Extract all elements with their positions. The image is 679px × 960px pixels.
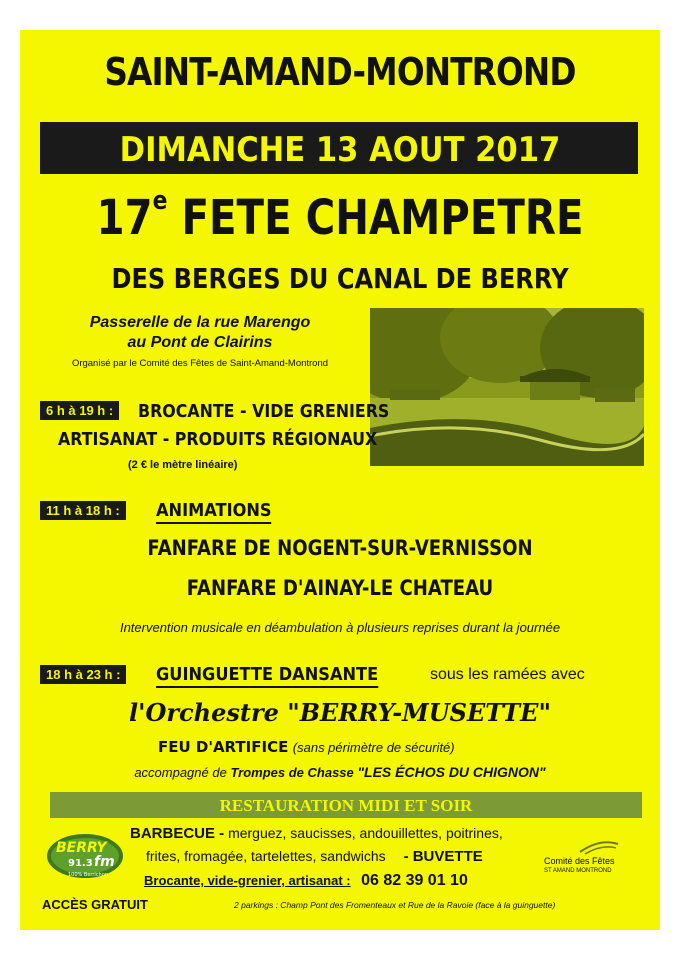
event-date: DIMANCHE 13 AOUT 2017 bbox=[119, 130, 561, 170]
orchestra-name: "BERRY-MUSETTE" bbox=[287, 698, 551, 727]
animations-label: ANIMATIONS bbox=[156, 500, 272, 524]
contact-phone: 06 82 39 01 10 bbox=[361, 872, 468, 889]
animations-note: Intervention musicale en déambulation à plusieurs reprises durant la journée bbox=[119, 620, 561, 635]
event-title bbox=[71, 186, 609, 246]
guinguette-label: GUINGUETTE DANSANTE bbox=[156, 664, 378, 688]
band-1: FANFARE DE NOGENT-SUR-VERNISSON bbox=[147, 536, 533, 560]
brocante-time: 6 h à 19 h : bbox=[40, 402, 119, 420]
accompanied-text: accompagné de bbox=[134, 765, 227, 780]
location-line-2: au Pont de Clairins bbox=[127, 334, 273, 351]
town-title: SAINT-AMAND-MONTROND bbox=[104, 50, 576, 94]
brocante-line-2: ARTISANAT - PRODUITS RÉGIONAUX bbox=[58, 429, 378, 450]
event-name: FETE CHAMPETRE bbox=[181, 190, 584, 246]
brocante-price: (2 € le mètre linéaire) bbox=[128, 459, 238, 471]
band-2: FANFARE D'AINAY-LE CHATEAU bbox=[186, 576, 494, 600]
fireworks-note: (sans périmètre de sécurité) bbox=[292, 740, 455, 755]
radio-logo-text: BERRY bbox=[56, 840, 107, 856]
contact-line bbox=[144, 872, 468, 890]
animations-time: 11 h à 18 h : bbox=[40, 502, 126, 520]
barbecue-label: BARBECUE - bbox=[130, 825, 225, 842]
park-photo bbox=[370, 308, 644, 466]
radio-fm: fm bbox=[94, 854, 115, 870]
radio-freq: 91.3 bbox=[68, 858, 93, 869]
comite-logo bbox=[540, 838, 640, 878]
parking-info: 2 parkings : Champ Pont des Fromenteaux et Rue de la Ravoie (face à la guinguette) bbox=[234, 900, 556, 910]
buvette-label: - BUVETTE bbox=[403, 848, 483, 865]
brocante-line-1: BROCANTE - VIDE GRENIERS bbox=[138, 401, 390, 422]
contact-label: Brocante, vide-grenier, artisanat : bbox=[144, 873, 351, 888]
menu-text-2: frites, fromagée, tartelettes, sandwichs bbox=[146, 848, 386, 864]
organizer-note: Organisé par le Comité des Fêtes de Saint-Amand-Montrond bbox=[71, 358, 329, 369]
menu-line-2 bbox=[146, 848, 483, 865]
menu-text-1: merguez, saucisses, andouillettes, poitrines, bbox=[228, 825, 503, 841]
fireworks-label: FEU D'ARTIFICE bbox=[158, 738, 289, 756]
fireworks-line bbox=[158, 738, 455, 757]
orchestra-prefix: l'Orchestre bbox=[129, 698, 279, 727]
menu-line-1 bbox=[130, 825, 503, 842]
guinguette-time: 18 h à 23 h : bbox=[40, 666, 126, 684]
echos-text: "LES ÉCHOS DU CHIGNON" bbox=[357, 764, 546, 780]
edition-number: 17 bbox=[96, 190, 153, 246]
edition-suffix: e bbox=[152, 186, 168, 216]
comite-town: ST AMAND MONTROND bbox=[544, 868, 612, 874]
event-subtitle: DES BERGES DU CANAL DE BERRY bbox=[111, 262, 569, 295]
trompes-text: Trompes de Chasse bbox=[230, 765, 354, 780]
comite-name: Comité des Fêtes bbox=[544, 856, 615, 866]
poster bbox=[20, 30, 660, 930]
berry-fm-logo bbox=[44, 830, 126, 882]
trompes-line bbox=[20, 764, 660, 780]
orchestra-line bbox=[20, 698, 660, 727]
access-free: ACCÈS GRATUIT bbox=[42, 897, 148, 912]
location-line-1: Passerelle de la rue Marengo bbox=[89, 314, 311, 331]
guinguette-suffix: sous les ramées avec bbox=[430, 666, 585, 683]
restauration-label: RESTAURATION MIDI ET SOIR bbox=[219, 796, 473, 815]
radio-tag: 100% Berrichon bbox=[68, 872, 108, 878]
